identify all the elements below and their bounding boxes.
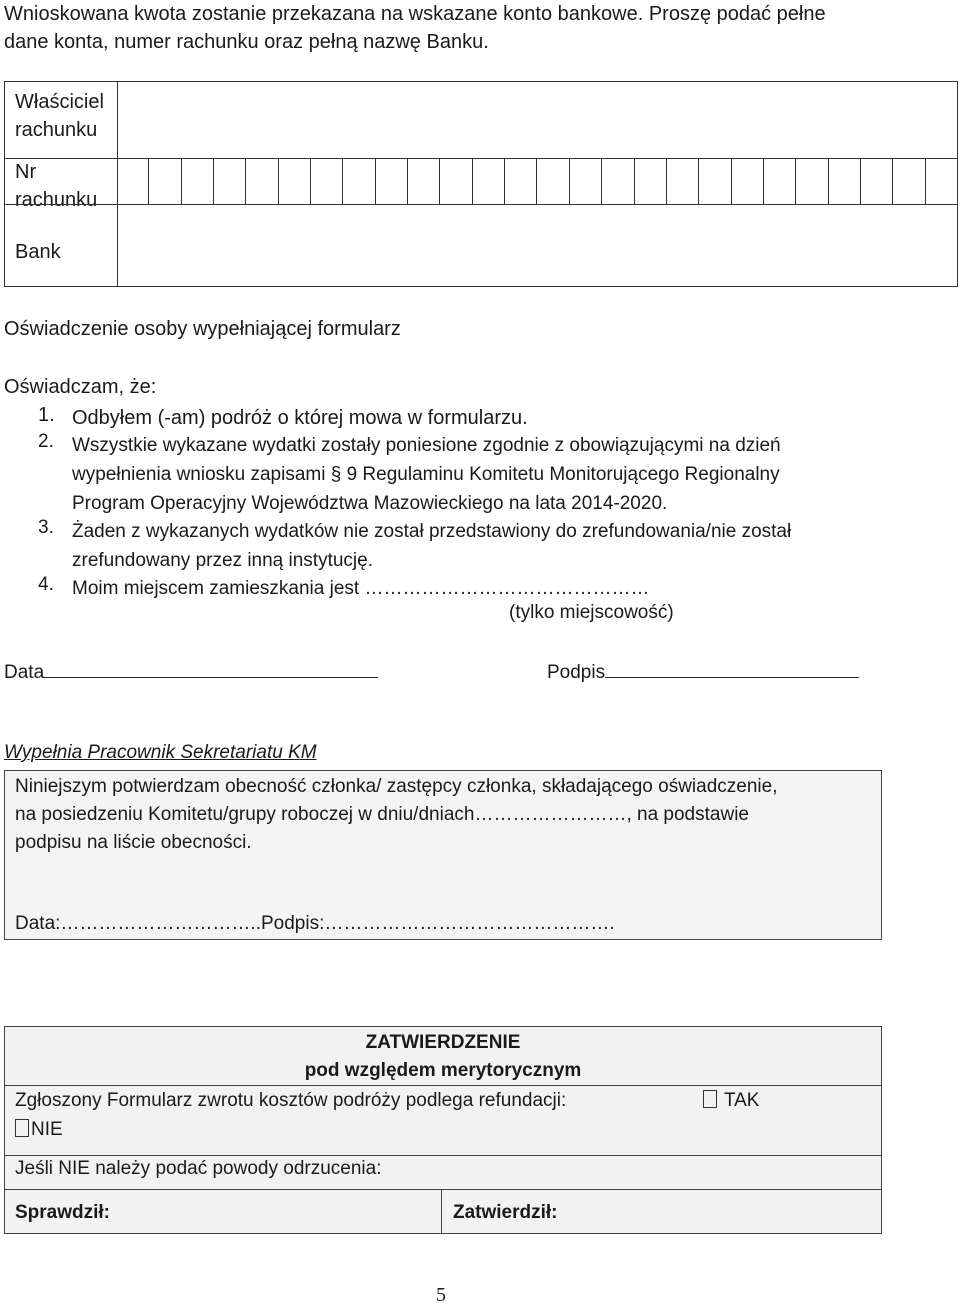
account-digit-box[interactable]	[925, 158, 957, 204]
date-label: Data	[4, 662, 45, 683]
account-digit-box[interactable]	[375, 158, 407, 204]
secretariat-line-1: Niniejszym potwierdzam obecność członka/ zastępcy członka, składającego oświadczenie,	[15, 776, 778, 797]
account-table	[4, 81, 958, 287]
intro-line-2: dane konta, numer rachunku oraz pełną nazwę Banku.	[4, 31, 489, 53]
declaration-intro: Oświadczam, że:	[4, 376, 157, 398]
account-digit-box[interactable]	[666, 158, 698, 204]
rejection-reason-label: Jeśli NIE należy podać powody odrzucenia:	[15, 1158, 382, 1179]
account-digit-box[interactable]	[731, 158, 763, 204]
account-digit-box[interactable]	[634, 158, 666, 204]
secretariat-line-3: podpisu na liście obecności.	[15, 832, 252, 853]
secretariat-box	[4, 770, 882, 940]
account-digit-box[interactable]	[117, 158, 148, 204]
yes-option[interactable]: TAK	[703, 1087, 759, 1115]
account-number-label: Nr rachunku	[15, 161, 98, 211]
account-digit-box[interactable]	[828, 158, 860, 204]
account-digit-box[interactable]	[278, 158, 310, 204]
account-digit-box[interactable]	[181, 158, 213, 204]
account-digit-box[interactable]	[310, 158, 342, 204]
checked-by-label: Sprawdził:	[15, 1202, 111, 1223]
no-checkbox[interactable]	[15, 1119, 29, 1137]
account-digit-box[interactable]	[601, 158, 633, 204]
account-digit-box[interactable]	[407, 158, 439, 204]
page-number: 5	[436, 1284, 446, 1306]
approval-subtitle: pod względem merytorycznym	[304, 1060, 582, 1081]
account-digit-box[interactable]	[536, 158, 568, 204]
date-field[interactable]	[4, 657, 378, 684]
approval-table	[4, 1026, 882, 1234]
refund-question: Zgłoszony Formularz zwrotu kosztów podróży podlega refundacji:	[15, 1090, 567, 1111]
secretariat-date-signature[interactable]: Data:…………………………..Podpis:……………………………………….	[15, 913, 615, 934]
account-digit-box[interactable]	[245, 158, 277, 204]
approval-title: ZATWIERDZENIE	[365, 1032, 521, 1053]
account-digit-box[interactable]	[795, 158, 827, 204]
signature-field[interactable]	[547, 657, 859, 684]
intro-paragraph	[4, 0, 944, 56]
residence-field[interactable]: Moim miejscem zamieszkania jest ………………………………………	[72, 578, 650, 599]
owner-label: Właściciel rachunku	[15, 91, 104, 141]
account-number-boxes[interactable]	[117, 158, 957, 204]
account-digit-box[interactable]	[148, 158, 180, 204]
account-digit-box[interactable]	[439, 158, 471, 204]
signature-label: Podpis	[547, 662, 606, 683]
intro-line-1: Wnioskowana kwota zostanie przekazana na wskazane konto bankowe. Proszę podać pełne	[4, 3, 826, 25]
account-digit-box[interactable]	[892, 158, 924, 204]
bank-field[interactable]	[117, 204, 957, 286]
no-option[interactable]: NIE	[15, 1116, 63, 1144]
account-digit-box[interactable]	[472, 158, 504, 204]
account-digit-box[interactable]	[860, 158, 892, 204]
approved-by-label: Zatwierdził:	[453, 1202, 558, 1223]
account-digit-box[interactable]	[763, 158, 795, 204]
bank-label: Bank	[15, 241, 61, 263]
account-digit-box[interactable]	[569, 158, 601, 204]
place-hint: (tylko miejscowość)	[509, 602, 674, 623]
secretariat-line-2: na posiedzeniu Komitetu/grupy roboczej w dniu/dniach……………………, na podstawie	[15, 804, 749, 825]
declaration-heading: Oświadczenie osoby wypełniającej formularz	[4, 318, 401, 340]
yes-checkbox[interactable]	[703, 1090, 717, 1108]
account-digit-box[interactable]	[504, 158, 536, 204]
owner-field[interactable]	[117, 82, 957, 158]
account-digit-box[interactable]	[342, 158, 374, 204]
account-digit-box[interactable]	[698, 158, 730, 204]
secretariat-heading: Wypełnia Pracownik Sekretariatu KM	[4, 742, 317, 763]
account-digit-box[interactable]	[213, 158, 245, 204]
